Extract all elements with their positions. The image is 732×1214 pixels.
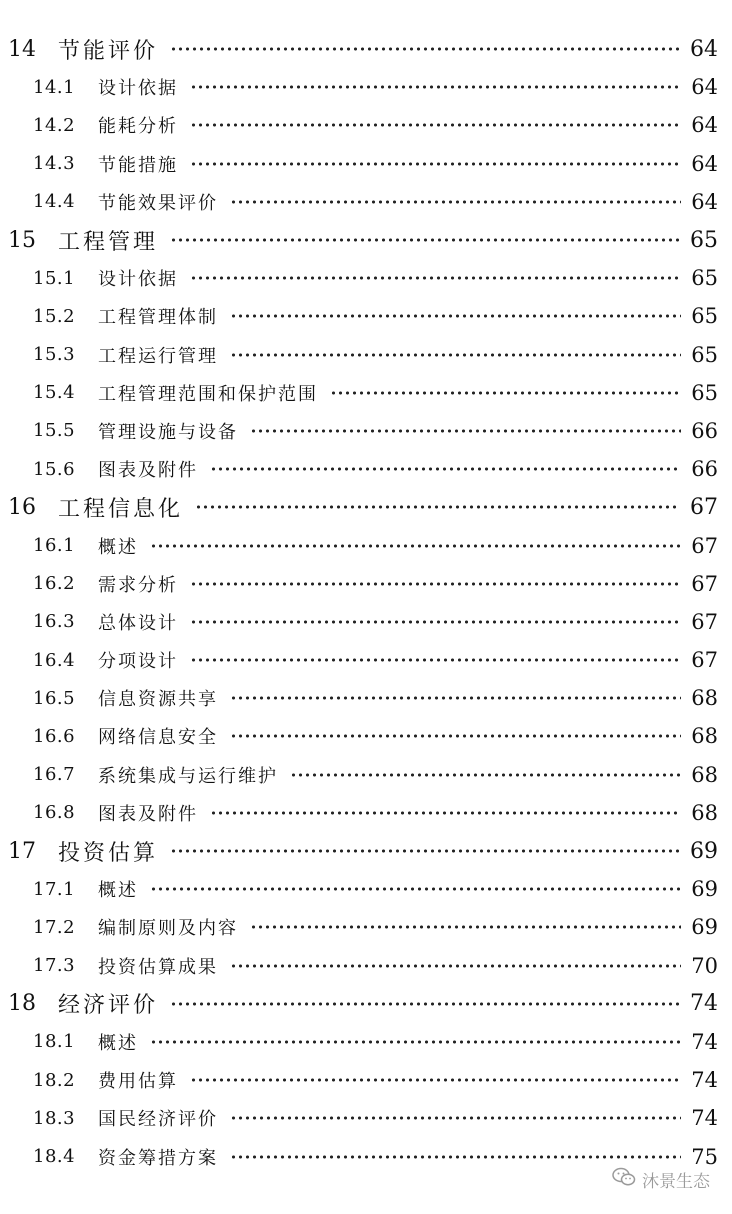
- toc-section-entry[interactable]: [0, 68, 732, 106]
- toc-entry-page: 66: [691, 457, 718, 482]
- dot-leader: [230, 200, 681, 204]
- toc-entry-page: 68: [691, 762, 718, 787]
- toc-entry-page: 67: [691, 533, 718, 558]
- toc-entry-page: 68: [691, 686, 718, 711]
- toc-section-entry[interactable]: [0, 565, 732, 603]
- dot-leader: [190, 620, 681, 624]
- dot-leader: [190, 276, 681, 280]
- dot-leader: [190, 123, 681, 127]
- toc-entry-number: 16.1: [33, 535, 76, 557]
- dot-leader: [330, 391, 681, 395]
- toc-section-entry[interactable]: [0, 794, 732, 832]
- toc-section-entry[interactable]: [0, 1099, 732, 1137]
- toc-entry-page: 68: [691, 800, 718, 825]
- toc-entry-title: 节能效果评价: [98, 192, 218, 214]
- dot-leader: [170, 238, 680, 242]
- toc-section-entry[interactable]: [0, 717, 732, 755]
- dot-leader: [190, 162, 681, 166]
- dot-leader: [230, 696, 681, 700]
- toc-entry-number: 17: [8, 838, 36, 864]
- toc-entry-number: 15.3: [33, 344, 76, 366]
- dot-leader: [190, 1078, 681, 1082]
- dot-leader: [170, 849, 680, 853]
- toc-section-entry[interactable]: [0, 908, 732, 946]
- toc-entry-title: 图表及附件: [98, 803, 198, 825]
- toc-section-entry[interactable]: [0, 145, 732, 183]
- toc-entry-page: 67: [690, 494, 718, 520]
- toc-entry-title: 概述: [98, 1032, 138, 1054]
- toc-entry-number: 15.2: [33, 305, 76, 327]
- toc-entry-number: 14.1: [33, 76, 76, 98]
- toc-entry-title: 系统集成与运行维护: [98, 765, 278, 787]
- toc-entry-number: 14.3: [33, 153, 76, 175]
- toc-entry-title: 设计依据: [98, 269, 178, 291]
- toc-entry-number: 16.3: [33, 611, 76, 633]
- dot-leader: [230, 1116, 681, 1120]
- toc-section-entry[interactable]: [0, 336, 732, 374]
- toc-entry-title: 工程运行管理: [98, 345, 218, 367]
- toc-section-entry[interactable]: [0, 679, 732, 717]
- toc-entry-number: 16.7: [33, 764, 76, 786]
- toc-entry-number: 18.4: [33, 1146, 76, 1168]
- toc-entry-page: 67: [691, 648, 718, 673]
- dot-leader: [290, 773, 681, 777]
- toc-entry-number: 17.3: [33, 955, 76, 977]
- toc-entry-title: 工程管理范围和保护范围: [98, 383, 318, 405]
- toc-entry-number: 15.6: [33, 458, 76, 480]
- toc-entry-page: 64: [691, 113, 718, 138]
- dot-leader: [150, 544, 681, 548]
- toc-section-entry[interactable]: [0, 297, 732, 335]
- toc-entry-page: 65: [690, 227, 718, 253]
- toc-entry-number: 15.5: [33, 420, 76, 442]
- table-of-contents: [0, 30, 732, 1176]
- dot-leader: [230, 314, 681, 318]
- toc-entry-title: 网络信息安全: [98, 727, 218, 749]
- toc-entry-title: 分项设计: [98, 651, 178, 673]
- toc-entry-page: 75: [691, 1144, 718, 1169]
- dot-leader: [150, 1040, 681, 1044]
- dot-leader: [250, 925, 681, 929]
- watermark-text: 沐景生态: [642, 1172, 710, 1192]
- dot-leader: [190, 582, 681, 586]
- toc-entry-page: 64: [690, 36, 718, 62]
- toc-entry-title: 管理设施与设备: [98, 421, 238, 443]
- watermark: [612, 1167, 710, 1192]
- toc-entry-page: 65: [691, 304, 718, 329]
- toc-entry-title: 投资估算: [58, 840, 159, 866]
- toc-entry-page: 65: [691, 266, 718, 291]
- toc-entry-number: 18.1: [33, 1031, 76, 1053]
- toc-entry-number: 14: [8, 36, 36, 62]
- dot-leader: [195, 505, 680, 509]
- toc-entry-title: 国民经济评价: [98, 1109, 218, 1131]
- toc-chapter-entry[interactable]: [0, 985, 732, 1023]
- toc-section-entry[interactable]: [0, 641, 732, 679]
- toc-section-entry[interactable]: [0, 947, 732, 985]
- toc-entry-page: 69: [691, 877, 718, 902]
- toc-entry-number: 17.1: [33, 878, 76, 900]
- toc-entry-page: 66: [691, 418, 718, 443]
- toc-entry-number: 16.5: [33, 687, 76, 709]
- toc-entry-page: 74: [691, 1068, 718, 1093]
- toc-entry-page: 67: [691, 609, 718, 634]
- toc-entry-number: 15: [8, 227, 36, 253]
- toc-section-entry[interactable]: [0, 259, 732, 297]
- toc-section-entry[interactable]: [0, 1023, 732, 1061]
- toc-entry-number: 16: [8, 494, 36, 520]
- toc-entry-number: 16.8: [33, 802, 76, 824]
- toc-entry-title: 能耗分析: [98, 116, 178, 138]
- toc-entry-title: 资金筹措方案: [98, 1147, 218, 1169]
- toc-section-entry[interactable]: [0, 756, 732, 794]
- toc-entry-page: 69: [691, 915, 718, 940]
- toc-entry-title: 节能措施: [98, 154, 178, 176]
- toc-entry-title: 工程信息化: [58, 496, 184, 522]
- dot-leader: [210, 467, 681, 471]
- toc-entry-number: 18.3: [33, 1107, 76, 1129]
- toc-entry-title: 节能评价: [58, 38, 159, 64]
- toc-section-entry[interactable]: [0, 412, 732, 450]
- dot-leader: [230, 353, 681, 357]
- toc-section-entry[interactable]: [0, 1061, 732, 1099]
- dot-leader: [230, 1155, 681, 1159]
- toc-entry-number: 15.1: [33, 267, 76, 289]
- toc-chapter-entry[interactable]: [0, 30, 732, 68]
- toc-entry-number: 18.2: [33, 1069, 76, 1091]
- toc-entry-page: 70: [691, 953, 718, 978]
- dot-leader: [190, 85, 681, 89]
- toc-entry-title: 图表及附件: [98, 460, 198, 482]
- toc-entry-title: 概述: [98, 536, 138, 558]
- toc-entry-page: 74: [690, 991, 718, 1017]
- toc-chapter-entry[interactable]: [0, 221, 732, 259]
- toc-entry-title: 费用估算: [98, 1071, 178, 1093]
- toc-entry-title: 经济评价: [58, 993, 159, 1019]
- toc-entry-title: 工程管理: [58, 229, 159, 255]
- dot-leader: [190, 658, 681, 662]
- toc-entry-title: 信息资源共享: [98, 689, 218, 711]
- toc-section-entry[interactable]: [0, 526, 732, 564]
- dot-leader: [170, 1002, 680, 1006]
- toc-entry-page: 74: [691, 1029, 718, 1054]
- toc-entry-number: 16.6: [33, 725, 76, 747]
- toc-entry-number: 16.4: [33, 649, 76, 671]
- toc-entry-page: 65: [691, 342, 718, 367]
- toc-entry-number: 14.2: [33, 114, 76, 136]
- toc-entry-page: 67: [691, 571, 718, 596]
- dot-leader: [170, 47, 680, 51]
- wechat-icon: [612, 1167, 636, 1192]
- toc-entry-page: 64: [691, 189, 718, 214]
- toc-entry-title: 总体设计: [98, 612, 178, 634]
- dot-leader: [230, 734, 681, 738]
- toc-entry-number: 17.2: [33, 916, 76, 938]
- toc-chapter-entry[interactable]: [0, 832, 732, 870]
- toc-entry-number: 15.4: [33, 382, 76, 404]
- toc-section-entry[interactable]: [0, 183, 732, 221]
- toc-entry-page: 68: [691, 724, 718, 749]
- toc-entry-title: 编制原则及内容: [98, 918, 238, 940]
- toc-section-entry[interactable]: [0, 603, 732, 641]
- toc-section-entry[interactable]: [0, 450, 732, 488]
- toc-entry-title: 投资估算成果: [98, 956, 218, 978]
- toc-entry-page: 69: [690, 838, 718, 864]
- toc-entry-number: 14.4: [33, 191, 76, 213]
- toc-entry-title: 需求分析: [98, 574, 178, 596]
- toc-entry-page: 74: [691, 1106, 718, 1131]
- toc-section-entry[interactable]: [0, 106, 732, 144]
- toc-entry-number: 16.2: [33, 573, 76, 595]
- toc-section-entry[interactable]: [0, 870, 732, 908]
- toc-chapter-entry[interactable]: [0, 488, 732, 526]
- dot-leader: [210, 811, 681, 815]
- dot-leader: [150, 887, 681, 891]
- toc-entry-number: 18: [8, 991, 36, 1017]
- dot-leader: [230, 964, 681, 968]
- dot-leader: [250, 429, 681, 433]
- toc-entry-page: 64: [691, 75, 718, 100]
- toc-entry-page: 64: [691, 151, 718, 176]
- toc-section-entry[interactable]: [0, 374, 732, 412]
- toc-entry-title: 设计依据: [98, 78, 178, 100]
- toc-entry-title: 工程管理体制: [98, 307, 218, 329]
- toc-entry-title: 概述: [98, 880, 138, 902]
- toc-entry-page: 65: [691, 380, 718, 405]
